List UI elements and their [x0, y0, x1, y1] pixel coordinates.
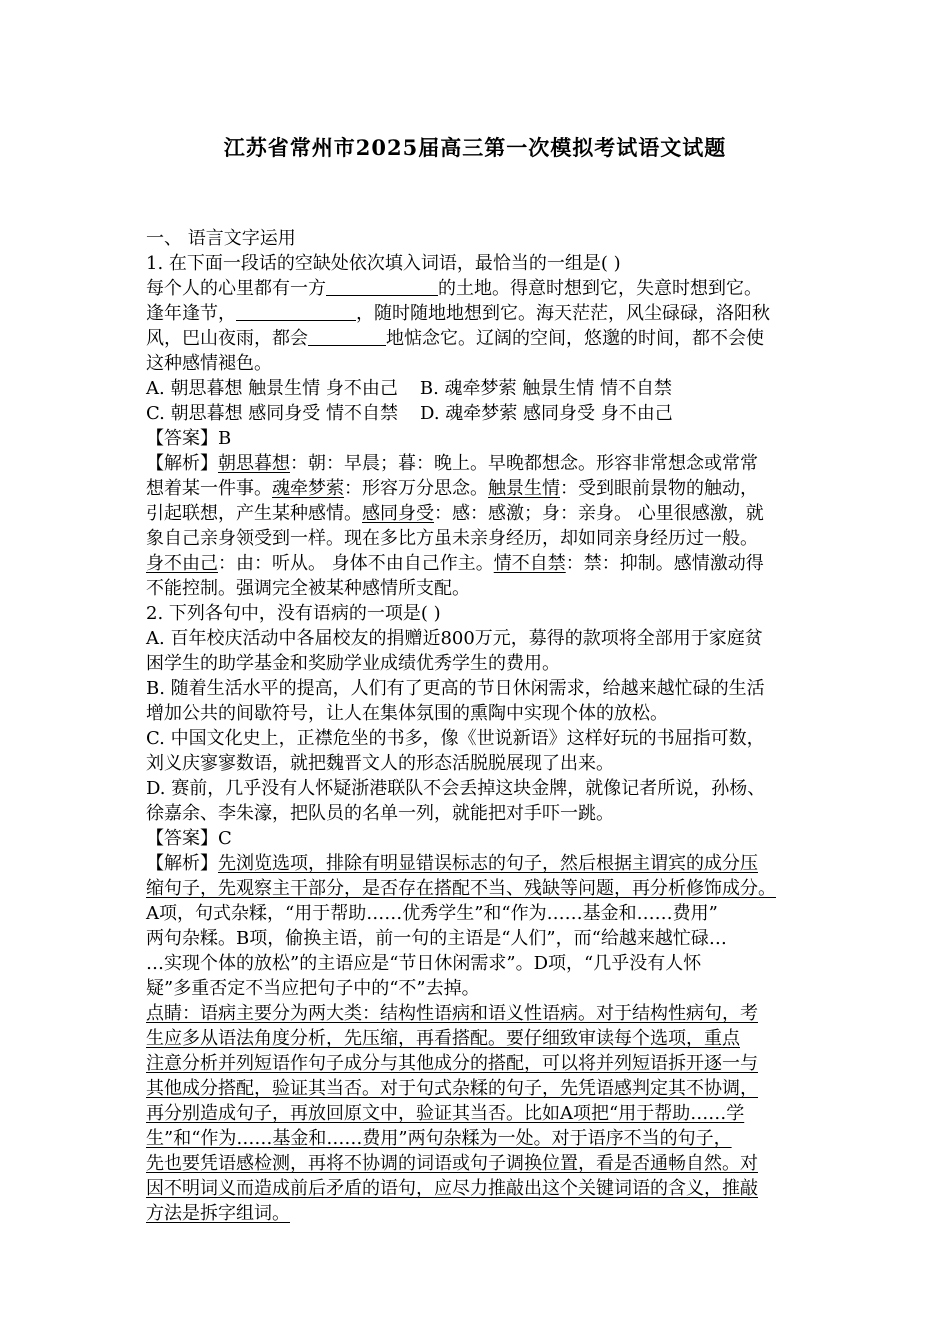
tip-paragraph: 再分别造成句子，再放回原文中，验证其当否。比如A项把“用于帮助……学 [146, 1103, 745, 1124]
blank-3 [308, 327, 386, 346]
option-b: B. 魂牵梦萦 触景生情 情不自禁 [419, 378, 673, 399]
option-c: C. 朝思暮想 感同身受 情不自禁 [146, 403, 399, 424]
blank-1 [326, 277, 438, 296]
section-heading: 一、 语言文字运用 [146, 228, 296, 249]
question-1-explanation: 引起联想，产生某种感情。感同身受：感：感激；身：亲身。 心里很感激，就 [146, 503, 764, 524]
tip-paragraph: 方法是拆字组词。 [146, 1203, 290, 1224]
question-1-answer: 【答案】B [146, 428, 232, 449]
option-a: A. 朝思暮想 触景生情 身不由己 [146, 378, 398, 399]
option-c: 刘义庆寥寥数语，就把魏晋文人的形态活脱脱展现了出来。 [146, 753, 614, 774]
page-title: 江苏省常州市2025届高三第一次模拟考试语文试题 [223, 135, 727, 160]
tip-paragraph: 其他成分搭配，验证其当否。对于句式杂糅的句子，先凭语感判定其不协调， [146, 1078, 758, 1099]
tip-paragraph: 因不明词义而造成前后矛盾的语句，应尽力推敲出这个关键词语的含义，推敲 [146, 1178, 758, 1199]
question-2-explanation: 缩句子，先观察主干部分，是否存在搭配不当、残缺等问题，再分析修饰成分。 [146, 878, 776, 899]
question-1-passage-line: 每个人的心里都有一方 的土地。得意时想到它，失意时想到它。 [146, 278, 762, 299]
question-1-options-cd [146, 401, 814, 426]
question-1-explanation: 想着某一件事。魂牵梦萦：形容万分思念。触景生情：受到眼前景物的触动， [146, 478, 758, 499]
question-2-stem: 2. 下列各句中，没有语病的一项是( ) [146, 603, 441, 624]
option-a: 困学生的助学基金和奖励学业成绩优秀学生的费用。 [146, 653, 560, 674]
question-1-stem: 1. 在下面一段话的空缺处依次填入词语，最恰当的一组是( ) [146, 253, 621, 274]
question-2-explanation: A项，句式杂糅，“用于帮助……优秀学生”和“作为……基金和……费用” [146, 903, 718, 924]
question-2-explanation: …实现个体的放松”的主语应是“节日休闲需求”。D项，“几乎没有人怀 [146, 953, 702, 974]
question-1-options-ab [146, 376, 814, 401]
option-c: C. 中国文化史上，正襟危坐的书多，像《世说新语》这样好玩的书屈指可数， [146, 728, 765, 749]
question-1-explanation: 象自己亲身领受到一样。现在多比方虽未亲身经历，却如同亲身经历过一般。 [146, 528, 758, 549]
tip-paragraph: 注意分析并列短语作句子成分与其他成分的搭配，可以将并列短语拆开逐一与 [146, 1053, 758, 1074]
document-body [146, 226, 814, 1226]
option-d: D. 魂牵梦萦 感同身受 身不由己 [420, 403, 673, 424]
question-1-passage-line: 风，巴山夜雨，都会 地惦念它。辽阔的空间，悠邈的时间，都不会使 [146, 328, 764, 349]
tip-paragraph: 生应多从语法角度分析，先压缩，再看搭配。要仔细致审读每个选项，重点 [146, 1028, 740, 1049]
option-d: D. 赛前，几乎没有人怀疑浙港联队不会丢掉这块金牌，就像记者所说，孙杨、 [146, 778, 766, 799]
question-1-passage-line: 逢年逢节， ，随时随地地想到它。海天茫茫，风尘碌碌，洛阳秋 [146, 303, 770, 324]
option-b: 增加公共的间歇符号，让人在集体氛围的熏陶中实现个体的放松。 [146, 703, 668, 724]
option-a: A. 百年校庆活动中各届校友的捐赠近800万元，募得的款项将全部用于家庭贫 [146, 628, 763, 649]
question-2-explanation: 疑”多重否定不当应把句子中的“不”去掉。 [146, 978, 480, 999]
tip-paragraph: 点睛：语病主要分为两大类：结构性语病和语义性语病。对于结构性病句，考 [146, 1003, 758, 1024]
question-2-answer: 【答案】C [146, 828, 232, 849]
tip-paragraph: 先也要凭语感检测，再将不协调的词语或句子调换位置，看是否通畅自然。对 [146, 1153, 758, 1174]
option-b: B. 随着生活水平的提高，人们有了更高的节日休闲需求，给越来越忙碌的生活 [146, 678, 765, 699]
tip-paragraph: 生”和“作为……基金和……费用”两句杂糅为一处。对于语序不当的句子， [146, 1128, 732, 1149]
option-d: 徐嘉余、李朱濠，把队员的名单一列，就能把对手吓一跳。 [146, 803, 614, 824]
question-1-explanation: 不能控制。强调完全被某种感情所支配。 [146, 578, 470, 599]
question-2-explanation: 两句杂糅。B项，偷换主语，前一句的主语是“人们”，而“给越来越忙碌… [146, 928, 727, 949]
blank-2 [236, 302, 356, 321]
question-1-explanation: 身不由己：由：听从。 身体不由自己作主。情不自禁：禁：抑制。感情激动得 [146, 553, 764, 574]
question-1-explanation: 【解析】朝思暮想：朝：早晨；暮：晚上。早晚都想念。形容非常想念或常常 [146, 453, 758, 474]
question-1-passage-line: 这种感情褪色。 [146, 353, 272, 374]
question-2-explanation: 【解析】先浏览选项，排除有明显错误标志的句子，然后根据主谓宾的成分压 [146, 853, 758, 874]
